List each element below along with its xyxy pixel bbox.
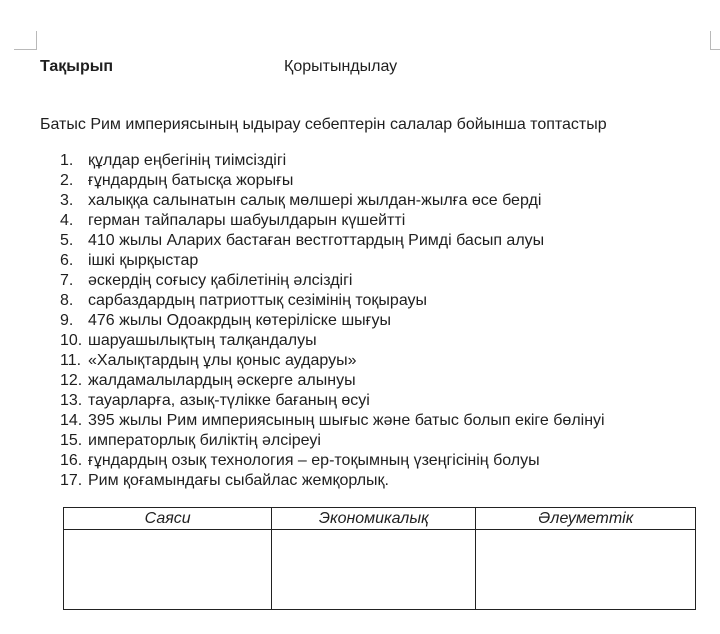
- list-item-text: герман тайпалары шабуылдарын күшейтті: [88, 212, 406, 229]
- crop-mark-right: [710, 31, 720, 50]
- list-item-number: 6.: [60, 252, 74, 269]
- list-item-number: 2.: [60, 172, 74, 189]
- list-item: [60, 431, 605, 451]
- list-item: [60, 371, 605, 391]
- topic-label: Тақырып: [40, 58, 114, 75]
- column-header-economic: Экономикалық: [272, 508, 476, 530]
- list-item-number: 7.: [60, 272, 74, 289]
- column-header-political: Саяси: [64, 508, 272, 530]
- list-item-number: 3.: [60, 192, 74, 209]
- reasons-list: [60, 151, 605, 491]
- list-item: [60, 291, 605, 311]
- list-item-text: Рим қоғамындағы сыбайлас жемқорлық.: [88, 472, 389, 489]
- list-item-text: ғұндардың батысқа жорығы: [88, 172, 294, 189]
- list-item-number: 8.: [60, 292, 74, 309]
- list-item-number: 13.: [60, 392, 83, 409]
- list-item: [60, 471, 605, 491]
- list-item-number: 10.: [60, 332, 83, 349]
- list-item-text: жалдамалылардың әскерге алынуы: [88, 372, 356, 389]
- list-item-text: 395 жылы Рим империясының шығыс және батыс болып екіге бөлінуі: [88, 412, 605, 429]
- list-item-number: 16.: [60, 452, 83, 469]
- list-item: [60, 171, 605, 191]
- categories-table: [63, 507, 696, 610]
- list-item-number: 12.: [60, 372, 83, 389]
- list-item-text: «Халықтардың ұлы қоныс аударуы»: [88, 352, 357, 369]
- table-answer-row: [64, 530, 696, 610]
- list-item-number: 11.: [60, 352, 82, 369]
- list-item-number: 9.: [60, 312, 74, 329]
- list-item-number: 15.: [60, 432, 83, 449]
- list-item-number: 14.: [60, 412, 83, 429]
- list-item-number: 5.: [60, 232, 74, 249]
- list-item: [60, 231, 605, 251]
- list-item: [60, 451, 605, 471]
- list-item-text: ішкі қырқыстар: [88, 252, 199, 269]
- list-item: [60, 351, 605, 371]
- crop-mark-left: [14, 31, 37, 50]
- task-instruction: Батыс Рим империясының ыдырау себептерін салалар бойынша топтастыр: [40, 116, 607, 133]
- list-item-text: императорлық биліктің әлсіреуі: [88, 432, 321, 449]
- list-item-text: құлдар еңбегінің тиімсіздігі: [88, 152, 287, 169]
- list-item-text: шаруашылықтың талқандалуы: [88, 332, 317, 349]
- economic-answer-cell[interactable]: [272, 530, 476, 610]
- list-item-text: 476 жылы Одоакрдың көтеріліске шығуы: [88, 312, 391, 329]
- column-header-social: Әлеуметтік: [476, 508, 696, 530]
- list-item-text: тауарларға, азық-түлікке бағаның өсуі: [88, 392, 370, 409]
- list-item: [60, 411, 605, 431]
- list-item-number: 17.: [60, 472, 83, 489]
- list-item-text: 410 жылы Аларих бастаған вестготтардың Римді басып алуы: [88, 232, 545, 249]
- list-item-number: 4.: [60, 212, 74, 229]
- list-item: [60, 151, 605, 171]
- list-item: [60, 331, 605, 351]
- list-item-text: әскердің соғысу қабілетінің әлсіздігі: [88, 272, 353, 289]
- list-item-text: ғұндардың озық технология – ер-тоқымның үзеңгісінің болуы: [88, 452, 540, 469]
- social-answer-cell[interactable]: [476, 530, 696, 610]
- table-header-row: [64, 508, 696, 530]
- summary-label: Қорытындылау: [284, 58, 398, 75]
- list-item: [60, 271, 605, 291]
- list-item: [60, 191, 605, 211]
- list-item-number: 1.: [60, 152, 74, 169]
- list-item-text: сарбаздардың патриоттық сезімінің тоқырауы: [88, 292, 428, 309]
- list-item: [60, 391, 605, 411]
- list-item: [60, 311, 605, 331]
- political-answer-cell[interactable]: [64, 530, 272, 610]
- list-item-text: халыққа салынатын салық мөлшері жылдан-жылға өсе берді: [88, 192, 542, 209]
- list-item: [60, 211, 605, 231]
- list-item: [60, 251, 605, 271]
